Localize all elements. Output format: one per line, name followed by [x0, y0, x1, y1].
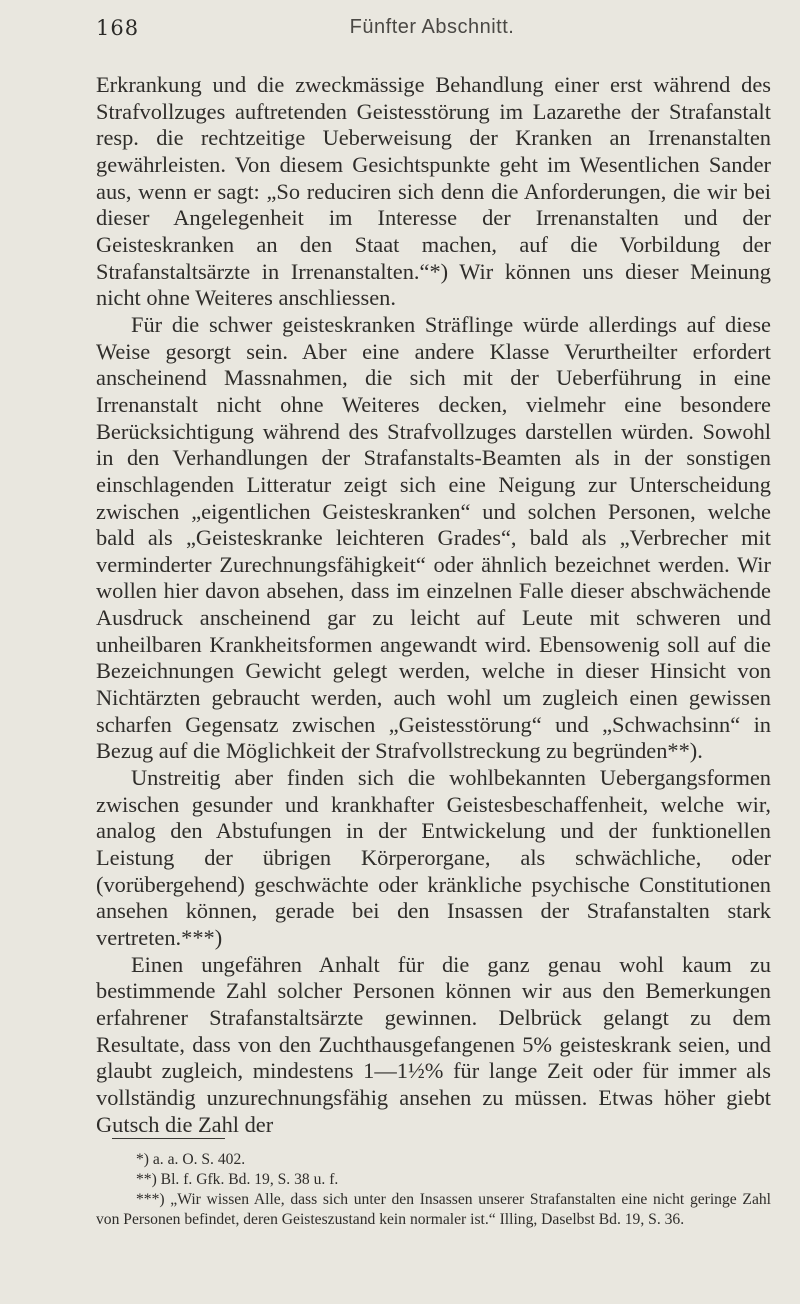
body-text — [96, 72, 771, 1138]
footnotes — [96, 1150, 771, 1230]
footnote: **) Bl. f. Gfk. Bd. 19, S. 38 u. f. — [136, 1171, 339, 1188]
paragraph: Unstreitig aber finden sich die wohlbekannten Uebergangsformen zwischen gesunder und krankhafter Geistesbeschaffenheit, welche wir, analog den Abstufungen in der Entwickelung und der funktionellen Leistung der übrigen Körperorgane, als schwächliche, oder (vorübergehend) geschwächte oder kränkliche psychische Constitutionen ansehen können, gerade bei den Insassen der Strafanstalten stark vertreten.***) — [96, 765, 771, 950]
page-header — [96, 16, 768, 48]
footnote: *) a. a. O. S. 402. — [136, 1151, 246, 1168]
page-number: 168 — [96, 16, 140, 40]
running-title: Fünfter Abschnitt. — [349, 16, 515, 38]
footnote: ***) „Wir wissen Alle, dass sich unter den Insassen unserer Strafanstalten eine nicht geringe Zahl von Personen befindet, deren Geisteszustand kein normaler ist.“ Illing, Daselbst Bd. 19, S. 36. — [96, 1191, 771, 1228]
paragraph: Erkrankung und die zweckmässige Behandlung einer erst während des Strafvollzuges auftretenden Geistesstörung im Lazarethe der Strafanstalt resp. die rechtzeitige Ueberweisung der Kranken an Irrenanstalten gewährleisten. Von diesem Gesichtspunkte geht im Wesentlichen Sander aus, wenn er sagt: „So reduciren sich denn die Anforderungen, die wir bei dieser Angelegenheit im Interesse der Irrenanstalten und der Geisteskranken an den Staat machen, auf die Vorbildung der Strafanstaltsärzte in Irrenanstalten.“*) Wir können uns dieser Meinung nicht ohne Weiteres anschliessen. — [96, 72, 771, 311]
paragraph: Einen ungefähren Anhalt für die ganz genau wohl kaum zu bestimmende Zahl solcher Personen können wir aus den Bemerkungen erfahrener Strafanstaltsärzte gewinnen. Delbrück gelangt zu dem Resultate, dass von den Zuchthausgefangenen 5% geisteskrank seien, und glaubt zugleich, mindestens 1—1½% für lange Zeit oder für immer als vollständig unzurechnungsfähig ansehen zu müssen. Etwas höher giebt Gutsch die Zahl der — [96, 951, 771, 1137]
footnote-divider — [112, 1138, 225, 1139]
paragraph: Für die schwer geisteskranken Sträflinge würde allerdings auf diese Weise gesorgt sein. Aber eine andere Klasse Verurtheilter erfordert anscheinend Massnahmen, die sich mit der Ueberführung in eine Irrenanstalt nicht ohne Weiteres decken, vielmehr eine besondere Berücksichtigung während des Strafvollzuges darstellen würden. Sowohl in den Verhandlungen der Strafanstalts-Beamten als in der sonstigen einschlagenden Litteratur zeigt sich eine Neigung zur Unterscheidung zwischen „eigentlichen Geisteskranken“ und solchen Personen, welche bald als „Geisteskranke leichteren Grades“, bald als „Verbrecher mit verminderter Zurechnungsfähigkeit“ oder ähnlich bezeichnet werden. Wir wollen hier davon absehen, dass im einzelnen Falle dieser abschwächende Ausdruck anscheinend gar zu leicht auf Leute mit schweren und unheilbaren Krankheitsformen angewandt wird. Ebensowenig soll auf die Bezeichnungen Gewicht gelegt werden, welche in dieser Hinsicht von Nichtärzten gebraucht werden, auch wohl um zugleich einen gewissen scharfen Gegensatz zwischen „Geistesstörung“ und „Schwachsinn“ in Bezug auf die Möglichkeit der Strafvollstreckung zu begründen**). — [96, 311, 771, 764]
